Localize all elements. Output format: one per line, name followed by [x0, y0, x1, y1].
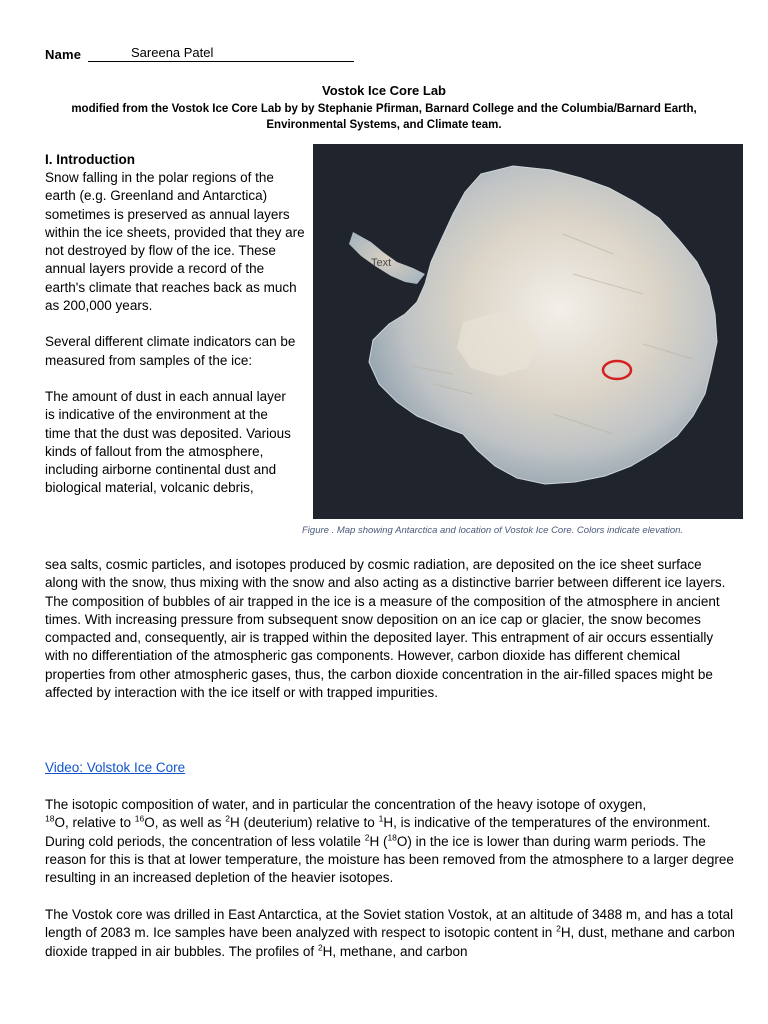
page-title: Vostok Ice Core Lab — [321, 83, 446, 98]
sup-2b: 2 — [364, 832, 370, 843]
sup-2c: 2 — [556, 923, 561, 934]
intro-paragraph-3-continued: sea salts, cosmic particles, and isotopes produced by cosmic radiation, are deposited on the ice sheet surface along with the snow, thus mixing with the snow and also acting as a distinctive barrier between different ice layers. — [45, 557, 726, 591]
isotope-text-3: O, as well as — [144, 815, 222, 831]
name-underline — [88, 61, 354, 62]
name-value[interactable]: Sareena Patel — [131, 45, 214, 60]
sup-1: 1 — [378, 813, 384, 824]
isotope-text-5: H, is indicative of the temperatures of the environment. During cold periods, the concentration of less volatile — [45, 815, 711, 849]
intro-continued — [45, 556, 735, 702]
vostok-paragraph — [45, 906, 735, 961]
isotope-paragraph — [45, 796, 735, 887]
vostok-text — [45, 906, 735, 961]
vostok-text-1: The Vostok core was drilled in East Antarctica, at the Soviet station Vostok, at an altitude of 3488 m, and has a total length of 2083 m. Ice samples have been analyzed with respect to isotopic content in — [45, 907, 734, 941]
sup-16: 16 — [134, 813, 145, 824]
sup-18b: 18 — [387, 832, 397, 843]
intro-paragraph-2: Several different climate indicators can be measured from samples of the ice: — [45, 334, 296, 368]
map-text-label: Text — [371, 257, 392, 269]
video-link[interactable]: Video: Volstok Ice Core — [45, 760, 186, 775]
page-subtitle: modified from the Vostok Ice Core Lab by by Stephanie Pfirman, Barnard College and the Columbia/Barnard Earth, Environmental Systems, and Climate team. — [71, 103, 697, 131]
isotope-text-6: H ( — [369, 833, 388, 849]
intro-paragraph-4: The composition of bubbles of air trapped in the ice is a measure of the composition of the atmosphere in ancient times. With increasing pressure from subsequent snow deposition on an ice cap or glacier, the snow becomes compacted and, consequently, air is trapped within the deposited layer. This entrapment of air occurs essentially with no differentiation of the atmospheric gas components. However, carbon dioxide has different chemical properties from other atmospheric gases, thus, the carbon dioxide concentration in the air-filled spaces might be affected by interaction with the ice itself or with trapped impurities. — [45, 593, 720, 701]
antarctica-map — [313, 144, 743, 519]
intro-column — [45, 169, 307, 498]
antarctica-map-image — [313, 144, 743, 519]
intro-paragraph-1: Snow falling in the polar regions of the earth (e.g. Greenland and Antarctica) sometimes is preserved as annual layers within the ice sheets, provided that they are not destroyed by flow of the ice. These annual layers provide a record of the earth's climate that reaches back as much as 200,000 years. — [45, 170, 305, 314]
isotope-text-1: The isotopic composition of water, and in particular the concentration of the heavy isotope of oxygen, — [45, 797, 647, 812]
vostok-text-2: H, dust, methane and carbon dioxide trapped in air bubbles. The profiles of — [45, 925, 735, 959]
figure-caption: Figure . Map showing Antarctica and location of Vostok Ice Core. Colors indicate elevation. — [302, 525, 684, 536]
isotope-text-4: H (deuterium) relative to — [230, 815, 375, 831]
isotope-text — [45, 796, 735, 887]
vostok-text-3: H, methane, and carbon — [322, 943, 468, 959]
sup-18: 18 — [45, 813, 55, 824]
isotope-text-7: O) in the ice is lower than during warm periods. The reason for this is that at lower temperature, the moisture has been removed from the atmosphere to a larger degree resulting in an increased depletion of the heavier isotopes. — [45, 833, 734, 886]
sup-2: 2 — [225, 813, 231, 824]
intro-paragraph-3: The amount of dust in each annual layer is indicative of the environment at the time that the dust was deposited. Various kinds of fallout from the atmosphere, including airborne continental dust and biological material, volcanic debris, — [45, 388, 291, 496]
sup-2d: 2 — [317, 942, 323, 953]
name-label: Name — [45, 47, 82, 62]
section-heading-introduction: I. Introduction — [45, 152, 135, 167]
isotope-text-2: O, relative to — [54, 815, 131, 831]
